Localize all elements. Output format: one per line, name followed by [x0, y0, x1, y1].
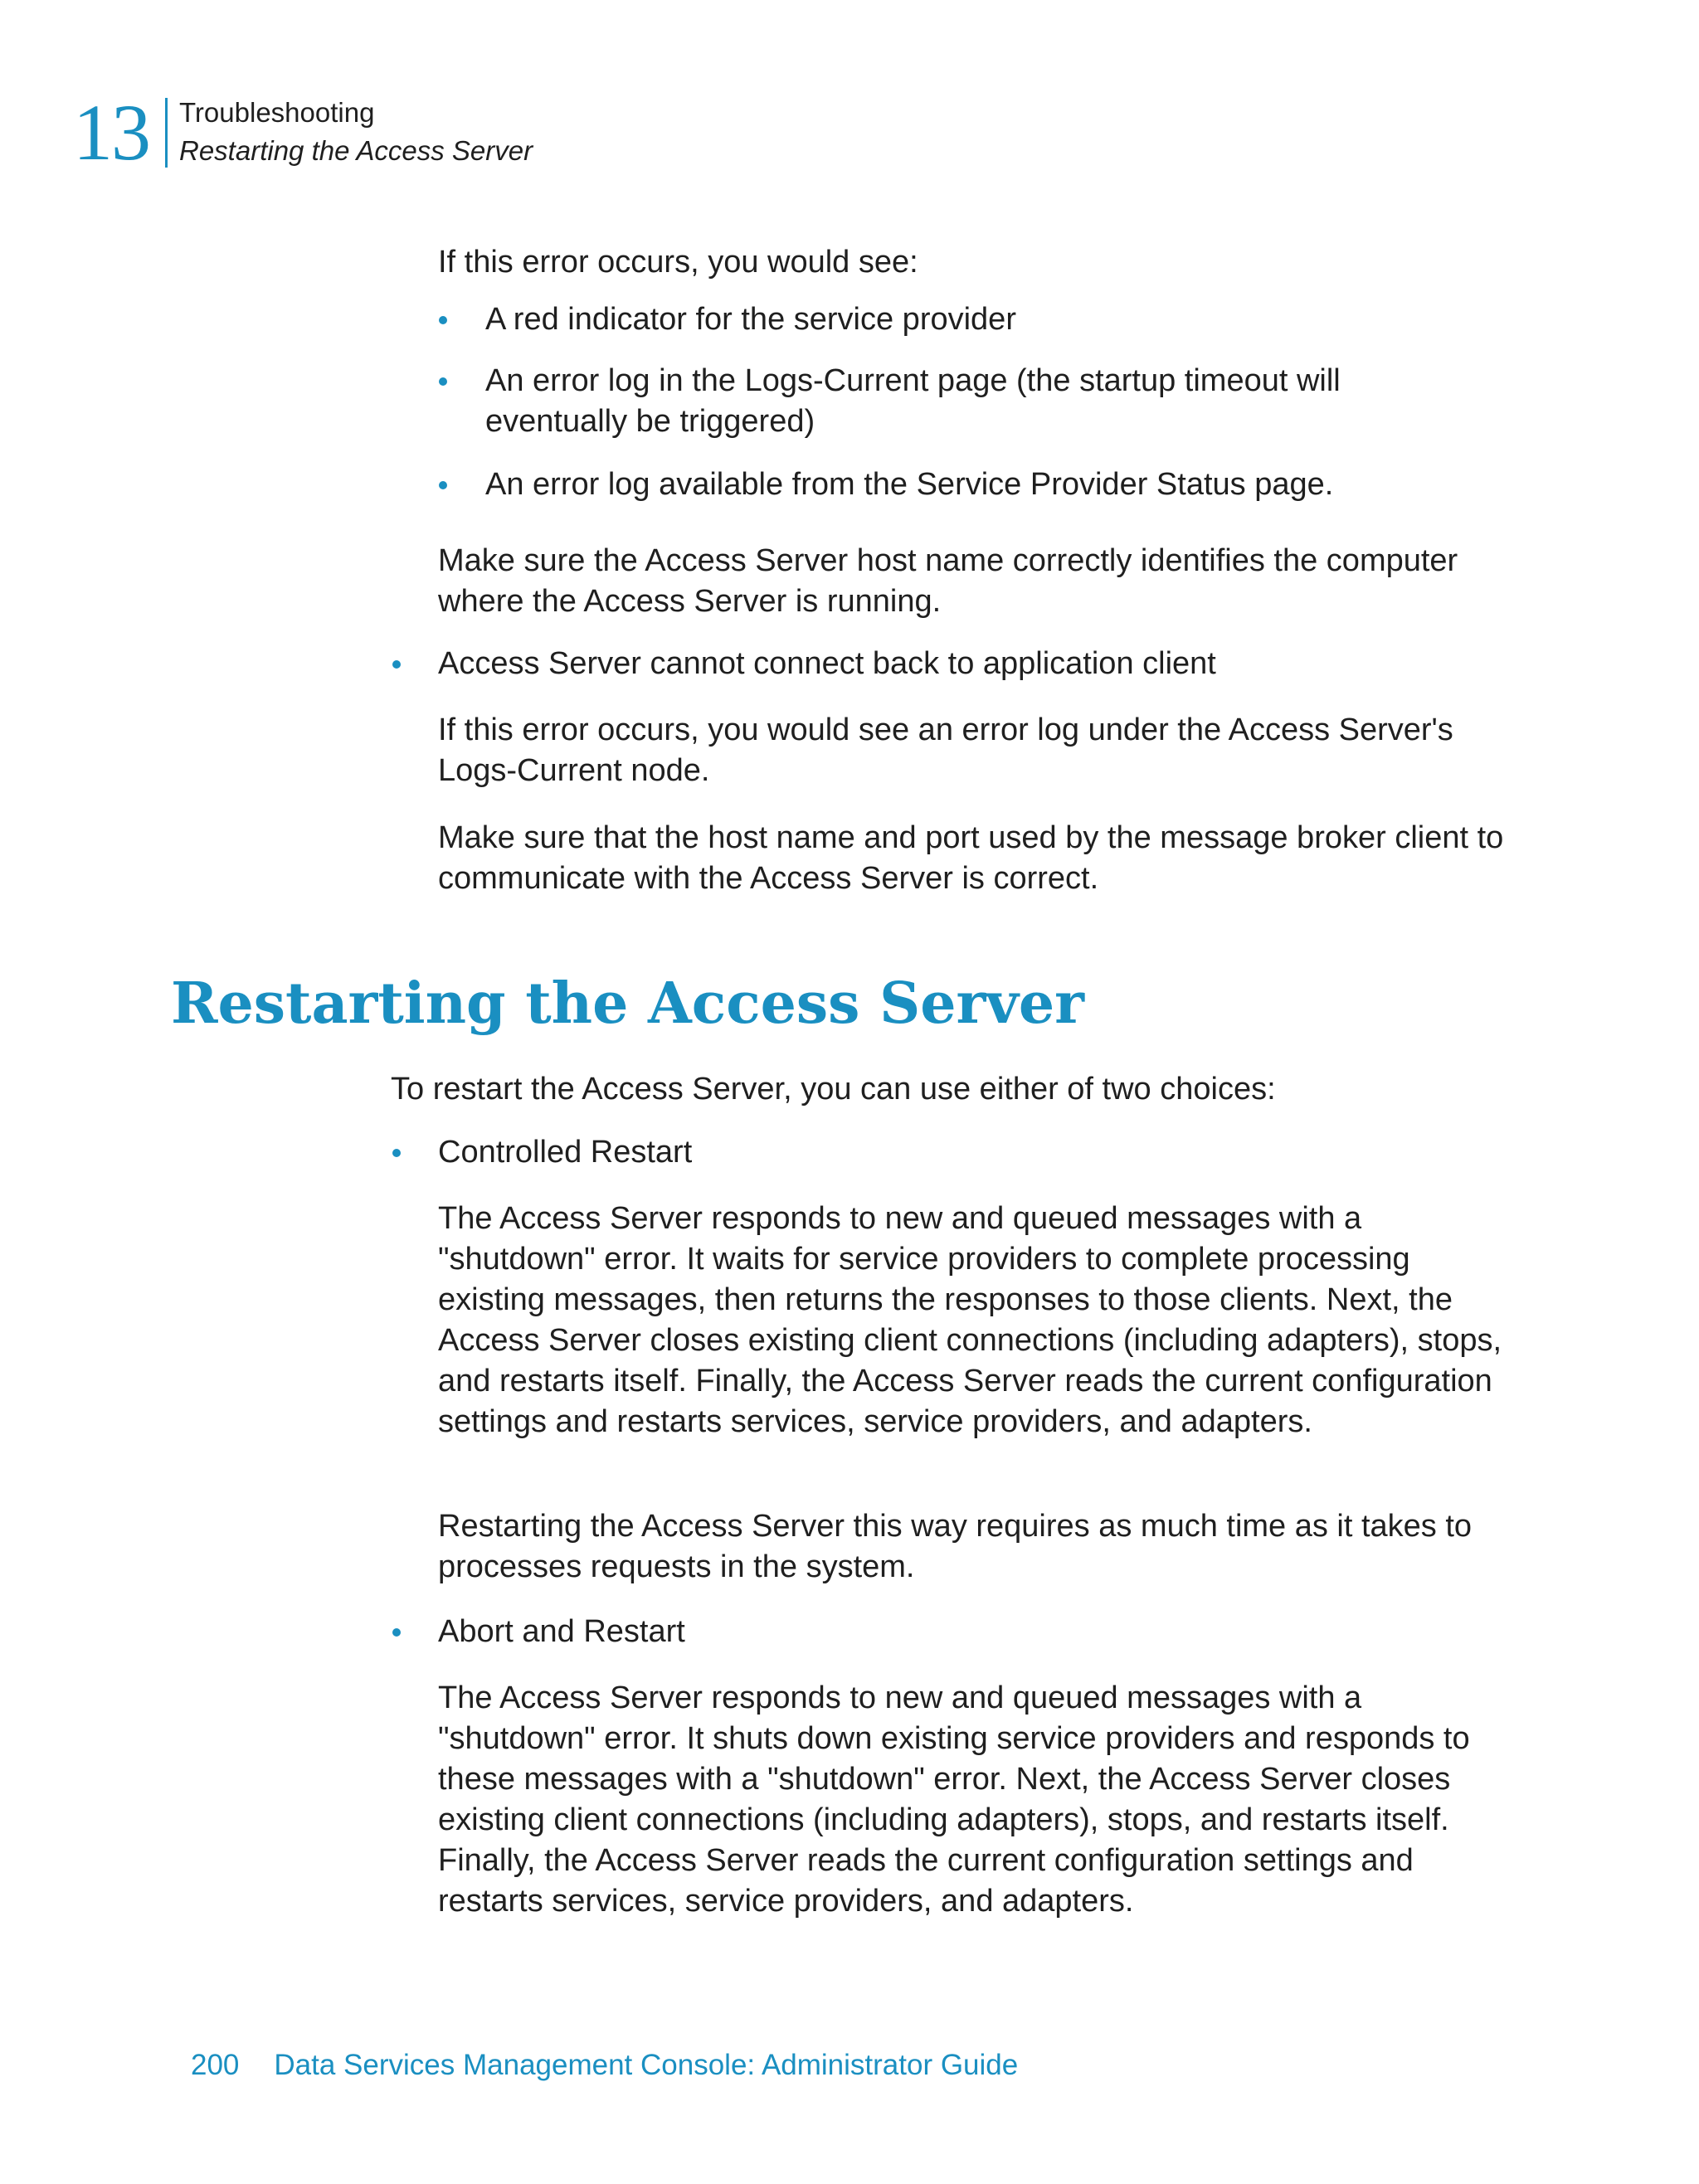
list-item-controlled-restart: Controlled Restart: [438, 1135, 693, 1170]
running-section-title: Restarting the Access Server: [179, 135, 533, 166]
error-intro: If this error occurs, you would see:: [438, 245, 918, 280]
bullet-icon: [439, 481, 447, 489]
list-item: A red indicator for the service provider: [485, 302, 1016, 337]
section-intro: To restart the Access Server, you can use either of two choices:: [391, 1072, 1276, 1107]
bullet-icon: [392, 660, 401, 669]
page-footer: [191, 2047, 1018, 2084]
bullet-icon: [439, 377, 447, 386]
book-title: Data Services Management Console: Administrator Guide: [274, 2049, 1019, 2081]
chapter-number: 13: [73, 88, 149, 177]
section-heading: Restarting the Access Server: [171, 970, 1084, 1037]
page-number: 200: [191, 2049, 240, 2081]
list-item: An error log available from the Service Provider Status page.: [485, 467, 1334, 502]
hostname-note: Make sure the Access Server host name correctly identifies the computer where the Access Server is running.: [438, 543, 1458, 619]
connect-back-error: If this error occurs, you would see an error log under the Access Server's Logs-Current node.: [438, 713, 1453, 788]
list-item-abort-restart: Abort and Restart: [438, 1614, 685, 1649]
bullet-icon: [392, 1628, 401, 1637]
header-divider: [165, 98, 168, 168]
connect-back-fix: Make sure that the host name and port used by the message broker client to communicate with the Access Server is correct.: [438, 820, 1504, 896]
controlled-restart-description: The Access Server responds to new and queued messages with a "shutdown" error. It waits for service providers to complete processing existing messages, then returns the responses to those clients. Next, the Access Server closes existing client connections (including adapters), stops, and restarts itself. Finally, the Access Server reads the current configuration settings and restarts services, service providers, and adapters.: [438, 1201, 1502, 1439]
list-item: An error log in the Logs-Current page (the startup timeout will eventually be triggered): [485, 363, 1341, 439]
chapter-title: Troubleshooting: [179, 97, 375, 128]
abort-restart-description: The Access Server responds to new and queued messages with a "shutdown" error. It shuts down existing service providers and responds to these messages with a "shutdown" error. Next, the Access Server closes existing client connections (including adapters), stops, and restarts itself. Finally, the Access Server reads the current configuration settings and restarts services, service providers, and adapters.: [438, 1681, 1470, 1919]
bullet-icon: [392, 1149, 401, 1157]
controlled-restart-time-note: Restarting the Access Server this way requires as much time as it takes to processes requests in the system.: [438, 1509, 1473, 1584]
bullet-icon: [439, 316, 447, 324]
list-item: Access Server cannot connect back to application client: [438, 646, 1216, 681]
